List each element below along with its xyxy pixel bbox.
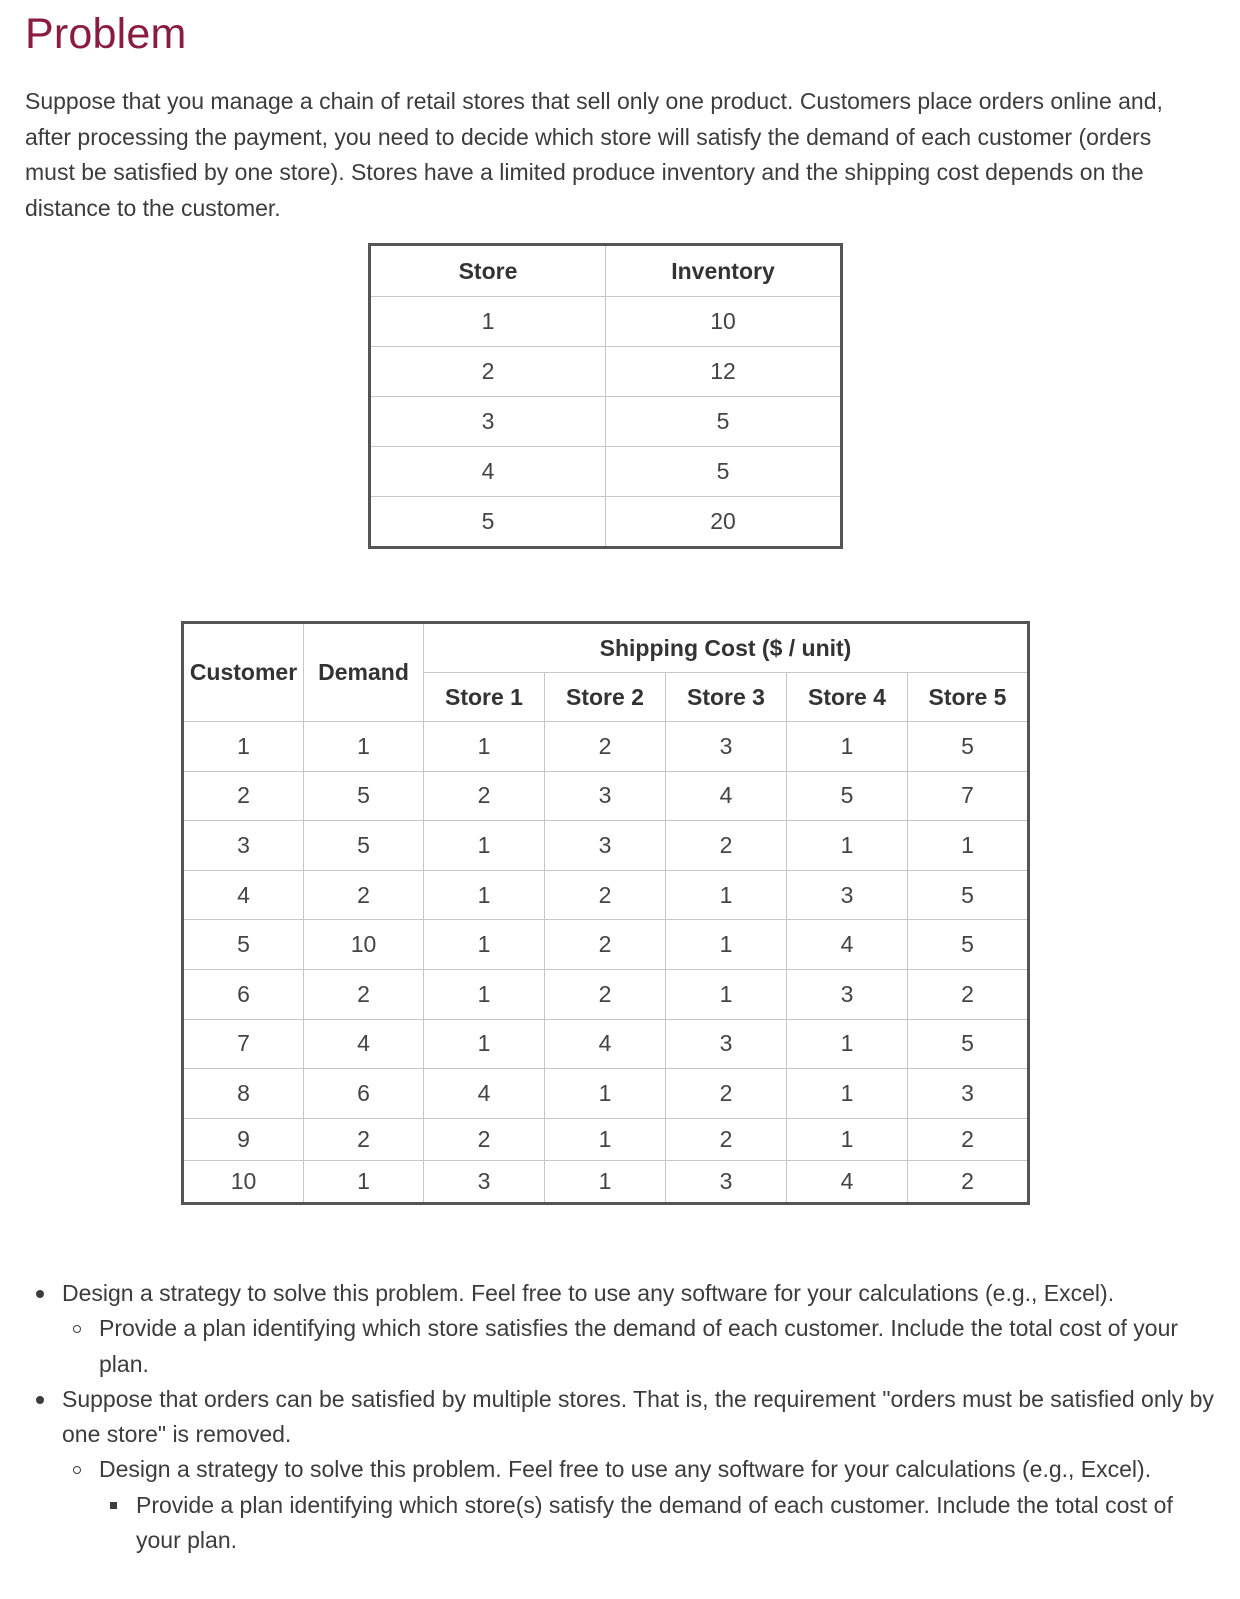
- store-cell: 2: [370, 347, 606, 397]
- customer-cell: 4: [183, 870, 304, 920]
- task-2-subtask-text: Design a strategy to solve this problem. Feel free to use any software for your calculations (e.g., Excel).: [99, 1456, 1152, 1483]
- store-3-cost-cell: 1: [666, 920, 787, 970]
- demand-cell: 5: [304, 771, 424, 821]
- store-4-cost-cell: 1: [787, 722, 908, 772]
- customer-cell: 3: [183, 821, 304, 871]
- inventory-cell: 5: [606, 447, 842, 497]
- store-1-cost-cell: 2: [424, 771, 545, 821]
- store-4-cost-cell: 5: [787, 771, 908, 821]
- store-2-cost-cell: 2: [545, 722, 666, 772]
- table-row: [370, 497, 842, 548]
- store-3-column-header: Store 3: [666, 673, 787, 722]
- store-1-cost-cell: 2: [424, 1118, 545, 1160]
- demand-cell: 1: [304, 722, 424, 772]
- customer-cell: 5: [183, 920, 304, 970]
- customer-column-header: Customer: [183, 623, 304, 722]
- page-title: Problem: [25, 10, 187, 58]
- table-row: [183, 1069, 1029, 1119]
- store-5-cost-cell: 3: [908, 1069, 1029, 1119]
- demand-cell: 4: [304, 1019, 424, 1069]
- store-5-cost-cell: 2: [908, 1118, 1029, 1160]
- store-4-cost-cell: 3: [787, 870, 908, 920]
- table-row: [183, 1160, 1029, 1203]
- store-2-cost-cell: 1: [545, 1160, 666, 1203]
- task-list: [25, 1276, 1215, 1558]
- store-1-cost-cell: 1: [424, 870, 545, 920]
- list-item: [99, 1311, 1215, 1382]
- table-header-row: [370, 245, 842, 297]
- demand-cell: 2: [304, 870, 424, 920]
- store-2-cost-cell: 1: [545, 1118, 666, 1160]
- demand-cell: 10: [304, 920, 424, 970]
- table-row: [183, 969, 1029, 1019]
- table-header-row: [183, 623, 1029, 673]
- store-3-cost-cell: 2: [666, 1118, 787, 1160]
- demand-cell: 6: [304, 1069, 424, 1119]
- table-row: [183, 920, 1029, 970]
- store-cell: 4: [370, 447, 606, 497]
- bullet-icon: [36, 1396, 44, 1404]
- store-1-cost-cell: 4: [424, 1069, 545, 1119]
- store-cell: 1: [370, 297, 606, 347]
- customer-cell: 9: [183, 1118, 304, 1160]
- store-4-cost-cell: 4: [787, 920, 908, 970]
- store-4-cost-cell: 1: [787, 1069, 908, 1119]
- store-4-cost-cell: 1: [787, 1118, 908, 1160]
- store-5-cost-cell: 5: [908, 722, 1029, 772]
- store-5-cost-cell: 2: [908, 1160, 1029, 1203]
- inventory-cell: 5: [606, 397, 842, 447]
- table-row: [183, 870, 1029, 920]
- store-3-cost-cell: 3: [666, 1160, 787, 1203]
- store-2-cost-cell: 4: [545, 1019, 666, 1069]
- store-3-cost-cell: 4: [666, 771, 787, 821]
- problem-description: Suppose that you manage a chain of retail stores that sell only one product. Customers place orders online and, after processing the payment, you need to decide which store will satisfy the demand of each customer (orders must be satisfied by one store). Stores have a limited produce inventory and the shipping cost depends on the distance to the customer.: [25, 88, 1163, 221]
- customer-cell: 1: [183, 722, 304, 772]
- store-column-header: Store: [370, 245, 606, 297]
- store-3-cost-cell: 1: [666, 870, 787, 920]
- store-4-column-header: Store 4: [787, 673, 908, 722]
- store-3-cost-cell: 2: [666, 821, 787, 871]
- circle-bullet-icon: [73, 1325, 81, 1333]
- table-row: [370, 347, 842, 397]
- store-2-cost-cell: 2: [545, 920, 666, 970]
- store-4-cost-cell: 3: [787, 969, 908, 1019]
- store-3-cost-cell: 1: [666, 969, 787, 1019]
- demand-cell: 5: [304, 821, 424, 871]
- square-bullet-icon: [110, 1502, 117, 1509]
- table-row: [370, 447, 842, 497]
- store-4-cost-cell: 1: [787, 1019, 908, 1069]
- inventory-column-header: Inventory: [606, 245, 842, 297]
- demand-cell: 2: [304, 969, 424, 1019]
- customer-cell: 10: [183, 1160, 304, 1203]
- customer-cell: 2: [183, 771, 304, 821]
- store-4-cost-cell: 1: [787, 821, 908, 871]
- list-item: [62, 1382, 1215, 1558]
- demand-column-header: Demand: [304, 623, 424, 722]
- store-5-cost-cell: 5: [908, 1019, 1029, 1069]
- inventory-cell: 20: [606, 497, 842, 548]
- store-2-cost-cell: 3: [545, 821, 666, 871]
- shipping-cost-table: [181, 621, 1030, 1205]
- task-1-subtask-text: Provide a plan identifying which store satisfies the demand of each customer. Include the total cost of your plan.: [99, 1315, 1179, 1377]
- store-2-cost-cell: 2: [545, 870, 666, 920]
- list-item: [62, 1276, 1215, 1382]
- table-row: [183, 1019, 1029, 1069]
- task-2-text: Suppose that orders can be satisfied by multiple stores. That is, the requirement "orders must be satisfied only by one store" is removed.: [62, 1385, 1214, 1448]
- task-1-text: Design a strategy to solve this problem. Feel free to use any software for your calculations (e.g., Excel).: [62, 1280, 1115, 1306]
- store-1-cost-cell: 1: [424, 722, 545, 772]
- customer-cell: 6: [183, 969, 304, 1019]
- store-2-cost-cell: 3: [545, 771, 666, 821]
- shipping-cost-group-header: Shipping Cost ($ / unit): [424, 623, 1029, 673]
- table-row: [370, 397, 842, 447]
- store-1-cost-cell: 3: [424, 1160, 545, 1203]
- table-row: [183, 821, 1029, 871]
- circle-bullet-icon: [73, 1466, 81, 1474]
- inventory-cell: 12: [606, 347, 842, 397]
- customer-cell: 7: [183, 1019, 304, 1069]
- store-5-cost-cell: 7: [908, 771, 1029, 821]
- store-1-cost-cell: 1: [424, 920, 545, 970]
- store-3-cost-cell: 2: [666, 1069, 787, 1119]
- demand-cell: 2: [304, 1118, 424, 1160]
- store-3-cost-cell: 3: [666, 1019, 787, 1069]
- table-row: [183, 771, 1029, 821]
- table-row: [370, 297, 842, 347]
- store-1-cost-cell: 1: [424, 821, 545, 871]
- list-item: [99, 1452, 1215, 1558]
- store-1-cost-cell: 1: [424, 969, 545, 1019]
- store-2-cost-cell: 2: [545, 969, 666, 1019]
- store-3-cost-cell: 3: [666, 722, 787, 772]
- task-2-subsubtask-text: Provide a plan identifying which store(s) satisfy the demand of each customer. Include the total cost of your plan.: [136, 1491, 1173, 1554]
- store-5-column-header: Store 5: [908, 673, 1029, 722]
- inventory-cell: 10: [606, 297, 842, 347]
- store-5-cost-cell: 1: [908, 821, 1029, 871]
- store-5-cost-cell: 5: [908, 920, 1029, 970]
- list-item: [136, 1488, 1215, 1559]
- store-1-column-header: Store 1: [424, 673, 545, 722]
- store-1-cost-cell: 1: [424, 1019, 545, 1069]
- store-2-column-header: Store 2: [545, 673, 666, 722]
- table-row: [183, 1118, 1029, 1160]
- store-cell: 3: [370, 397, 606, 447]
- table-row: [183, 722, 1029, 772]
- customer-cell: 8: [183, 1069, 304, 1119]
- store-2-cost-cell: 1: [545, 1069, 666, 1119]
- store-cell: 5: [370, 497, 606, 548]
- demand-cell: 1: [304, 1160, 424, 1203]
- bullet-icon: [36, 1290, 44, 1298]
- store-5-cost-cell: 2: [908, 969, 1029, 1019]
- inventory-table: [368, 243, 843, 549]
- store-5-cost-cell: 5: [908, 870, 1029, 920]
- store-4-cost-cell: 4: [787, 1160, 908, 1203]
